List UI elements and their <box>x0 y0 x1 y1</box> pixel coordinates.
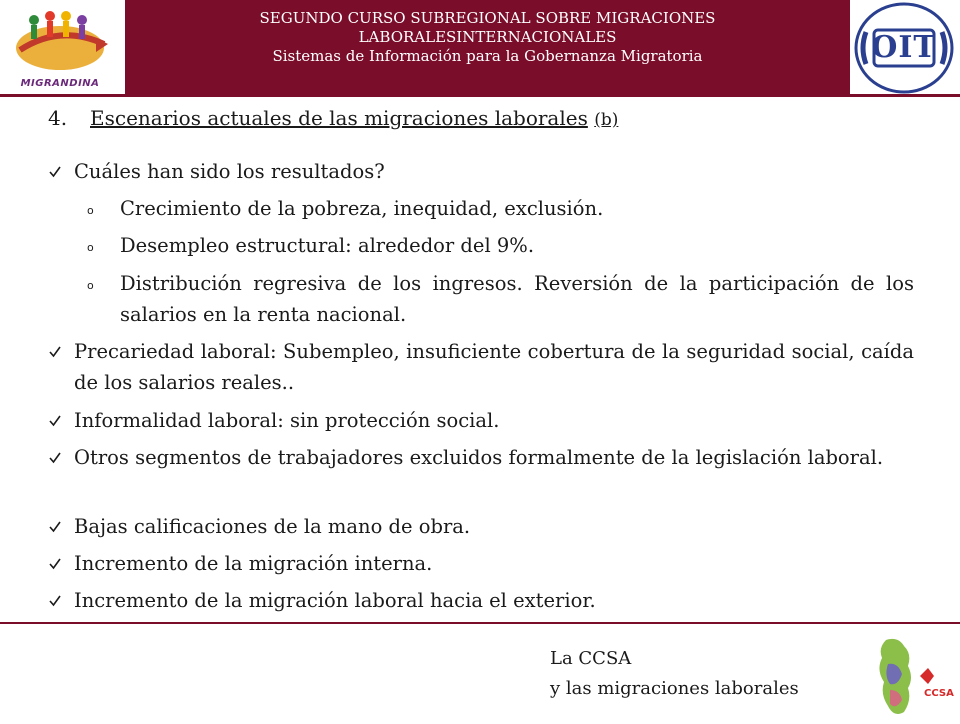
list-item-text: Incremento de la migración laboral hacia el exterior. <box>74 589 596 612</box>
list-item <box>74 511 914 542</box>
list-item-text: Informalidad laboral: sin protección social. <box>74 409 500 432</box>
banner-subtitle: Sistemas de Información para la Gobernanza Migratoria <box>272 47 703 65</box>
circle-bullet-icon: o <box>87 241 94 254</box>
sub-list-item-text: Desempleo estructural: alrededor del 9%. <box>120 234 535 257</box>
list-item <box>74 548 914 579</box>
oit-wordmark: OIT <box>871 30 937 65</box>
andean-map-icon <box>868 634 954 720</box>
circle-bullet-icon: o <box>87 279 94 292</box>
checkmark-icon <box>48 520 62 534</box>
checkmark-icon <box>48 451 62 465</box>
checkmark-icon <box>48 414 62 428</box>
sub-list-item <box>87 193 914 224</box>
heading-number: 4. <box>48 106 68 130</box>
checkmark-icon <box>48 165 62 179</box>
banner-title-line1: SEGUNDO CURSO SUBREGIONAL SOBRE MIGRACIONES <box>259 9 716 27</box>
ccsa-wordmark: CCSA <box>924 688 954 699</box>
list-item-text: Precariedad laboral: Subempleo, insuficiente cobertura de la seguridad social, caída de los salarios reales.. <box>74 340 914 394</box>
ccsa-logo <box>868 634 954 720</box>
sub-list-item-text: Distribución regresiva de los ingresos. Reversión de la participación de los salarios en la renta nacional. <box>120 272 914 326</box>
sub-list-item <box>87 268 914 330</box>
list-item-text: Incremento de la migración interna. <box>74 552 433 575</box>
sub-list-item-text: Crecimiento de la pobreza, inequidad, exclusión. <box>120 197 604 220</box>
list-item-text: Otros segmentos de trabajadores excluidos formalmente de la legislación laboral. <box>74 446 884 469</box>
list-item <box>74 336 914 398</box>
migrandina-wordmark: MIGRANDINA <box>20 78 100 89</box>
sub-list-item <box>87 230 914 261</box>
checkmark-icon <box>48 594 62 608</box>
list-item <box>74 156 914 187</box>
section-heading <box>48 106 618 130</box>
heading-title: Escenarios actuales de las migraciones laborales <box>90 106 588 130</box>
list-item <box>74 442 914 473</box>
footer-caption <box>550 644 799 704</box>
migrandina-emblem-icon <box>6 4 114 78</box>
footer-divider <box>0 622 960 624</box>
list-item-text: Cuáles han sido los resultados? <box>74 160 385 183</box>
heading-tag: (b) <box>594 110 619 130</box>
migrandina-logo <box>6 4 114 94</box>
circle-bullet-icon: o <box>87 204 94 217</box>
list-item-text: Bajas calificaciones de la mano de obra. <box>74 515 471 538</box>
banner-title-line2: LABORALESINTERNACIONALES <box>358 28 617 46</box>
list-item <box>74 405 914 436</box>
course-banner <box>125 0 850 96</box>
checkmark-icon <box>48 345 62 359</box>
header-divider <box>0 94 960 97</box>
list-item <box>74 585 914 616</box>
oit-logo <box>852 2 956 94</box>
footer-line1: La CCSA <box>550 648 632 669</box>
checkmark-icon <box>48 557 62 571</box>
footer-line2: y las migraciones laborales <box>550 678 799 699</box>
